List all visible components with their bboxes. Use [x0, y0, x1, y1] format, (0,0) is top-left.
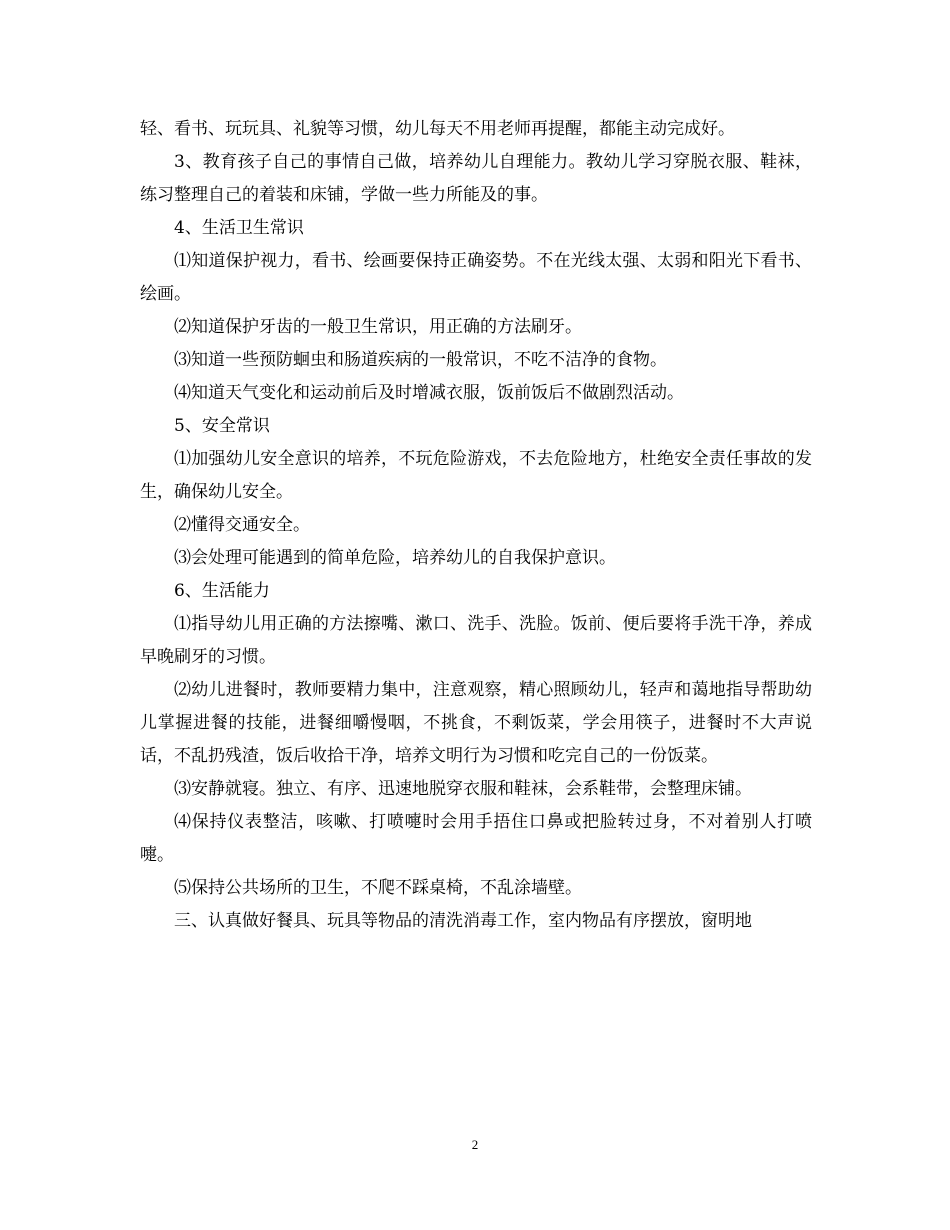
document-body	[140, 113, 812, 938]
paragraph-5: ⑵知道保护牙齿的一般卫生常识，用正确的方法刷牙。	[174, 317, 582, 337]
section-heading-hygiene: 4、生活卫生常识	[174, 218, 304, 238]
section-heading-safety: 5、安全常识	[174, 416, 270, 436]
paragraph-9: ⑴加强幼儿安全意识的培养，不玩危险游戏，不去危险地方，杜绝安全责任事故的发生，确保幼儿安全。	[140, 449, 812, 502]
paragraph-15: ⑶安静就寝。独立、有序、迅速地脱穿衣服和鞋袜，会系鞋带，会整理床铺。	[174, 779, 752, 799]
paragraph-17: ⑸保持公共场所的卫生，不爬不踩桌椅，不乱涂墙壁。	[174, 878, 582, 898]
section-heading-disinfection: 三、认真做好餐具、玩具等物品的清洗消毒工作，室内物品有序摆放，窗明地	[174, 911, 752, 931]
paragraph-11: ⑶会处理可能遇到的简单危险，培养幼儿的自我保护意识。	[174, 548, 616, 568]
section-heading-life-skills: 6、生活能力	[174, 581, 270, 601]
paragraph-7: ⑷知道天气变化和运动前后及时增减衣服，饭前饭后不做剧烈活动。	[174, 383, 684, 403]
paragraph-16: ⑷保持仪表整洁，咳嗽、打喷嚏时会用手捂住口鼻或把脸转过身，不对着别人打喷嚏。	[140, 812, 812, 865]
paragraph-2: 3、教育孩子自己的事情自己做，培养幼儿自理能力。教幼儿学习穿脱衣服、鞋袜，练习整理自己的着装和床铺，学做一些力所能及的事。	[140, 152, 812, 205]
paragraph-6: ⑶知道一些预防蛔虫和肠道疾病的一般常识，不吃不洁净的食物。	[174, 350, 667, 370]
paragraph-13: ⑴指导幼儿用正确的方法擦嘴、漱口、洗手、洗脸。饭前、便后要将手洗干净，养成早晚刷牙的习惯。	[140, 614, 812, 667]
paragraph-4: ⑴知道保护视力，看书、绘画要保持正确姿势。不在光线太强、太弱和阳光下看书、绘画。	[140, 251, 812, 304]
paragraph-1: 轻、看书、玩玩具、礼貌等习惯，幼儿每天不用老师再提醒，都能主动完成好。	[140, 119, 735, 139]
paragraph-14: ⑵幼儿进餐时，教师要精力集中，注意观察，精心照顾幼儿，轻声和蔼地指导帮助幼儿掌握进餐的技能，进餐细嚼慢咽，不挑食，不剩饭菜，学会用筷子，进餐时不大声说话，不乱扔残渣，饭后收拾干净，培养文明行为习惯和吃完自己的一份饭菜。	[140, 680, 812, 766]
page-number: 2	[471, 1137, 479, 1152]
paragraph-10: ⑵懂得交通安全。	[174, 515, 310, 535]
